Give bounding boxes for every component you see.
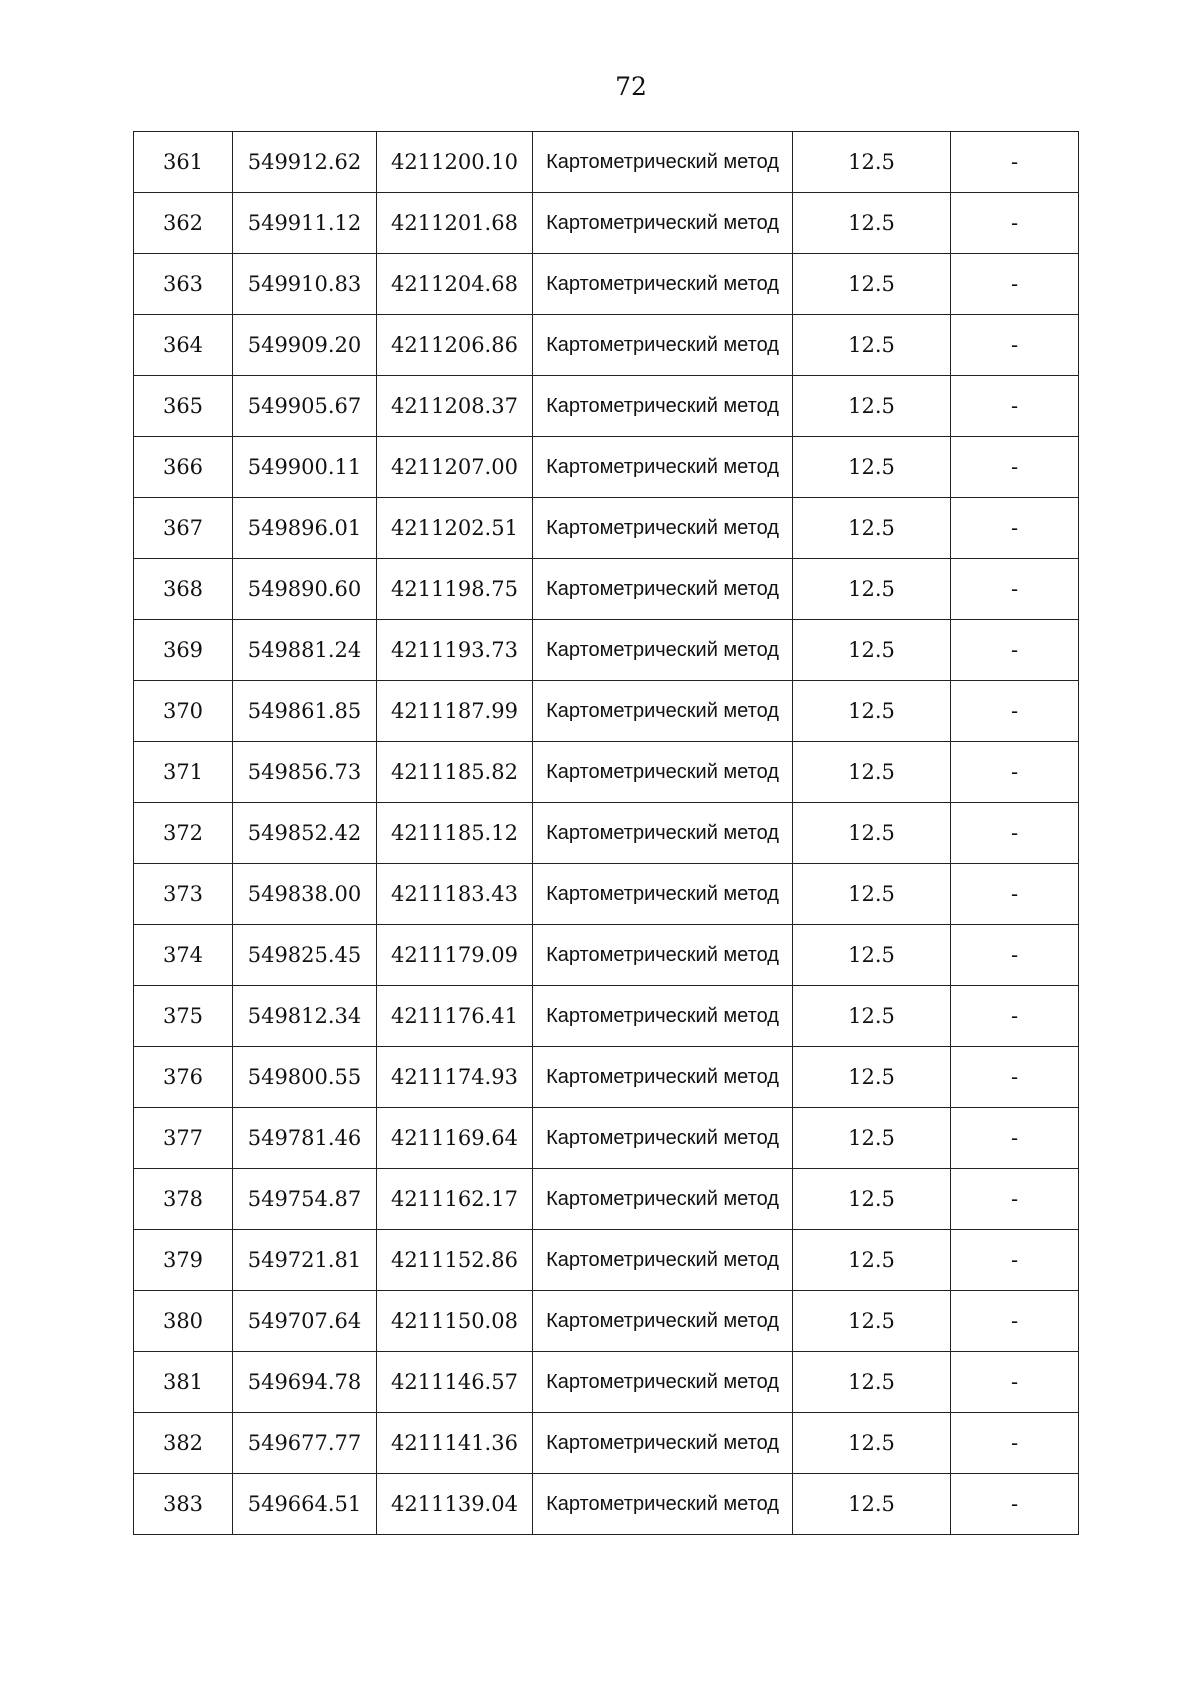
point-number-cell: 381 <box>134 1352 233 1413</box>
method-cell: Картометрический метод <box>533 803 793 864</box>
method-cell: Картометрический метод <box>533 681 793 742</box>
method-cell: Картометрический метод <box>533 864 793 925</box>
point-number-cell: 362 <box>134 193 233 254</box>
method-cell: Картометрический метод <box>533 1047 793 1108</box>
method-cell: Картометрический метод <box>533 1291 793 1352</box>
x-coordinate-cell: 549896.01 <box>233 498 377 559</box>
method-cell: Картометрический метод <box>533 193 793 254</box>
accuracy-cell: 12.5 <box>793 925 951 986</box>
y-coordinate-cell: 4211141.36 <box>377 1413 533 1474</box>
table-row <box>134 620 1079 681</box>
accuracy-cell: 12.5 <box>793 1291 951 1352</box>
y-coordinate-cell: 4211201.68 <box>377 193 533 254</box>
x-coordinate-cell: 549694.78 <box>233 1352 377 1413</box>
method-cell: Картометрический метод <box>533 1108 793 1169</box>
method-cell: Картометрический метод <box>533 986 793 1047</box>
x-coordinate-cell: 549912.62 <box>233 132 377 193</box>
accuracy-cell: 12.5 <box>793 1047 951 1108</box>
method-cell: Картометрический метод <box>533 620 793 681</box>
x-coordinate-cell: 549812.34 <box>233 986 377 1047</box>
x-coordinate-cell: 549909.20 <box>233 315 377 376</box>
description-cell: - <box>951 376 1079 437</box>
accuracy-cell: 12.5 <box>793 986 951 1047</box>
accuracy-cell: 12.5 <box>793 1108 951 1169</box>
table-row <box>134 803 1079 864</box>
accuracy-cell: 12.5 <box>793 742 951 803</box>
x-coordinate-cell: 549905.67 <box>233 376 377 437</box>
method-cell: Картометрический метод <box>533 315 793 376</box>
table-row <box>134 1352 1079 1413</box>
point-number-cell: 378 <box>134 1169 233 1230</box>
y-coordinate-cell: 4211174.93 <box>377 1047 533 1108</box>
accuracy-cell: 12.5 <box>793 803 951 864</box>
description-cell: - <box>951 1413 1079 1474</box>
method-cell: Картометрический метод <box>533 1169 793 1230</box>
description-cell: - <box>951 1474 1079 1535</box>
description-cell: - <box>951 803 1079 864</box>
point-number-cell: 379 <box>134 1230 233 1291</box>
description-cell: - <box>951 742 1079 803</box>
description-cell: - <box>951 193 1079 254</box>
description-cell: - <box>951 437 1079 498</box>
y-coordinate-cell: 4211206.86 <box>377 315 533 376</box>
description-cell: - <box>951 1352 1079 1413</box>
y-coordinate-cell: 4211204.68 <box>377 254 533 315</box>
table-row <box>134 559 1079 620</box>
table-row <box>134 986 1079 1047</box>
point-number-cell: 383 <box>134 1474 233 1535</box>
x-coordinate-cell: 549664.51 <box>233 1474 377 1535</box>
description-cell: - <box>951 1108 1079 1169</box>
y-coordinate-cell: 4211202.51 <box>377 498 533 559</box>
point-number-cell: 371 <box>134 742 233 803</box>
x-coordinate-cell: 549800.55 <box>233 1047 377 1108</box>
y-coordinate-cell: 4211185.82 <box>377 742 533 803</box>
table-row <box>134 681 1079 742</box>
accuracy-cell: 12.5 <box>793 1169 951 1230</box>
y-coordinate-cell: 4211187.99 <box>377 681 533 742</box>
y-coordinate-cell: 4211146.57 <box>377 1352 533 1413</box>
y-coordinate-cell: 4211183.43 <box>377 864 533 925</box>
method-cell: Картометрический метод <box>533 1352 793 1413</box>
description-cell: - <box>951 681 1079 742</box>
description-cell: - <box>951 132 1079 193</box>
y-coordinate-cell: 4211150.08 <box>377 1291 533 1352</box>
description-cell: - <box>951 1230 1079 1291</box>
point-number-cell: 382 <box>134 1413 233 1474</box>
accuracy-cell: 12.5 <box>793 1474 951 1535</box>
table-row <box>134 498 1079 559</box>
description-cell: - <box>951 1169 1079 1230</box>
point-number-cell: 377 <box>134 1108 233 1169</box>
point-number-cell: 374 <box>134 925 233 986</box>
point-number-cell: 366 <box>134 437 233 498</box>
point-number-cell: 370 <box>134 681 233 742</box>
point-number-cell: 361 <box>134 132 233 193</box>
x-coordinate-cell: 549911.12 <box>233 193 377 254</box>
accuracy-cell: 12.5 <box>793 254 951 315</box>
table-row <box>134 1474 1079 1535</box>
description-cell: - <box>951 925 1079 986</box>
y-coordinate-cell: 4211185.12 <box>377 803 533 864</box>
accuracy-cell: 12.5 <box>793 132 951 193</box>
description-cell: - <box>951 986 1079 1047</box>
x-coordinate-cell: 549781.46 <box>233 1108 377 1169</box>
x-coordinate-cell: 549910.83 <box>233 254 377 315</box>
x-coordinate-cell: 549900.11 <box>233 437 377 498</box>
point-number-cell: 364 <box>134 315 233 376</box>
point-number-cell: 369 <box>134 620 233 681</box>
description-cell: - <box>951 559 1079 620</box>
coordinates-table <box>133 131 1079 1535</box>
point-number-cell: 372 <box>134 803 233 864</box>
accuracy-cell: 12.5 <box>793 559 951 620</box>
method-cell: Картометрический метод <box>533 559 793 620</box>
y-coordinate-cell: 4211198.75 <box>377 559 533 620</box>
accuracy-cell: 12.5 <box>793 193 951 254</box>
accuracy-cell: 12.5 <box>793 315 951 376</box>
method-cell: Картометрический метод <box>533 498 793 559</box>
coordinates-table-body <box>134 132 1079 1535</box>
point-number-cell: 363 <box>134 254 233 315</box>
table-row <box>134 132 1079 193</box>
method-cell: Картометрический метод <box>533 254 793 315</box>
x-coordinate-cell: 549881.24 <box>233 620 377 681</box>
table-row <box>134 254 1079 315</box>
accuracy-cell: 12.5 <box>793 376 951 437</box>
method-cell: Картометрический метод <box>533 1230 793 1291</box>
x-coordinate-cell: 549852.42 <box>233 803 377 864</box>
x-coordinate-cell: 549754.87 <box>233 1169 377 1230</box>
table-row <box>134 315 1079 376</box>
y-coordinate-cell: 4211200.10 <box>377 132 533 193</box>
table-row <box>134 925 1079 986</box>
y-coordinate-cell: 4211207.00 <box>377 437 533 498</box>
description-cell: - <box>951 315 1079 376</box>
table-row <box>134 742 1079 803</box>
page-number: 72 <box>615 72 647 101</box>
y-coordinate-cell: 4211193.73 <box>377 620 533 681</box>
method-cell: Картометрический метод <box>533 742 793 803</box>
x-coordinate-cell: 549825.45 <box>233 925 377 986</box>
table-row <box>134 437 1079 498</box>
table-row <box>134 1108 1079 1169</box>
point-number-cell: 380 <box>134 1291 233 1352</box>
method-cell: Картометрический метод <box>533 132 793 193</box>
point-number-cell: 367 <box>134 498 233 559</box>
y-coordinate-cell: 4211179.09 <box>377 925 533 986</box>
table-row <box>134 864 1079 925</box>
x-coordinate-cell: 549707.64 <box>233 1291 377 1352</box>
point-number-cell: 373 <box>134 864 233 925</box>
accuracy-cell: 12.5 <box>793 1230 951 1291</box>
accuracy-cell: 12.5 <box>793 620 951 681</box>
table-row <box>134 1230 1079 1291</box>
accuracy-cell: 12.5 <box>793 864 951 925</box>
x-coordinate-cell: 549721.81 <box>233 1230 377 1291</box>
method-cell: Картометрический метод <box>533 925 793 986</box>
description-cell: - <box>951 254 1079 315</box>
x-coordinate-cell: 549838.00 <box>233 864 377 925</box>
table-row <box>134 376 1079 437</box>
table-row <box>134 1291 1079 1352</box>
point-number-cell: 376 <box>134 1047 233 1108</box>
description-cell: - <box>951 864 1079 925</box>
description-cell: - <box>951 498 1079 559</box>
method-cell: Картометрический метод <box>533 437 793 498</box>
table-row <box>134 1169 1079 1230</box>
x-coordinate-cell: 549677.77 <box>233 1413 377 1474</box>
x-coordinate-cell: 549890.60 <box>233 559 377 620</box>
x-coordinate-cell: 549856.73 <box>233 742 377 803</box>
table-row <box>134 1413 1079 1474</box>
y-coordinate-cell: 4211152.86 <box>377 1230 533 1291</box>
y-coordinate-cell: 4211139.04 <box>377 1474 533 1535</box>
y-coordinate-cell: 4211162.17 <box>377 1169 533 1230</box>
method-cell: Картометрический метод <box>533 376 793 437</box>
description-cell: - <box>951 620 1079 681</box>
y-coordinate-cell: 4211208.37 <box>377 376 533 437</box>
point-number-cell: 365 <box>134 376 233 437</box>
description-cell: - <box>951 1291 1079 1352</box>
accuracy-cell: 12.5 <box>793 437 951 498</box>
method-cell: Картометрический метод <box>533 1413 793 1474</box>
accuracy-cell: 12.5 <box>793 681 951 742</box>
x-coordinate-cell: 549861.85 <box>233 681 377 742</box>
description-cell: - <box>951 1047 1079 1108</box>
y-coordinate-cell: 4211176.41 <box>377 986 533 1047</box>
point-number-cell: 368 <box>134 559 233 620</box>
y-coordinate-cell: 4211169.64 <box>377 1108 533 1169</box>
method-cell: Картометрический метод <box>533 1474 793 1535</box>
accuracy-cell: 12.5 <box>793 1352 951 1413</box>
accuracy-cell: 12.5 <box>793 1413 951 1474</box>
table-row <box>134 193 1079 254</box>
accuracy-cell: 12.5 <box>793 498 951 559</box>
table-row <box>134 1047 1079 1108</box>
point-number-cell: 375 <box>134 986 233 1047</box>
